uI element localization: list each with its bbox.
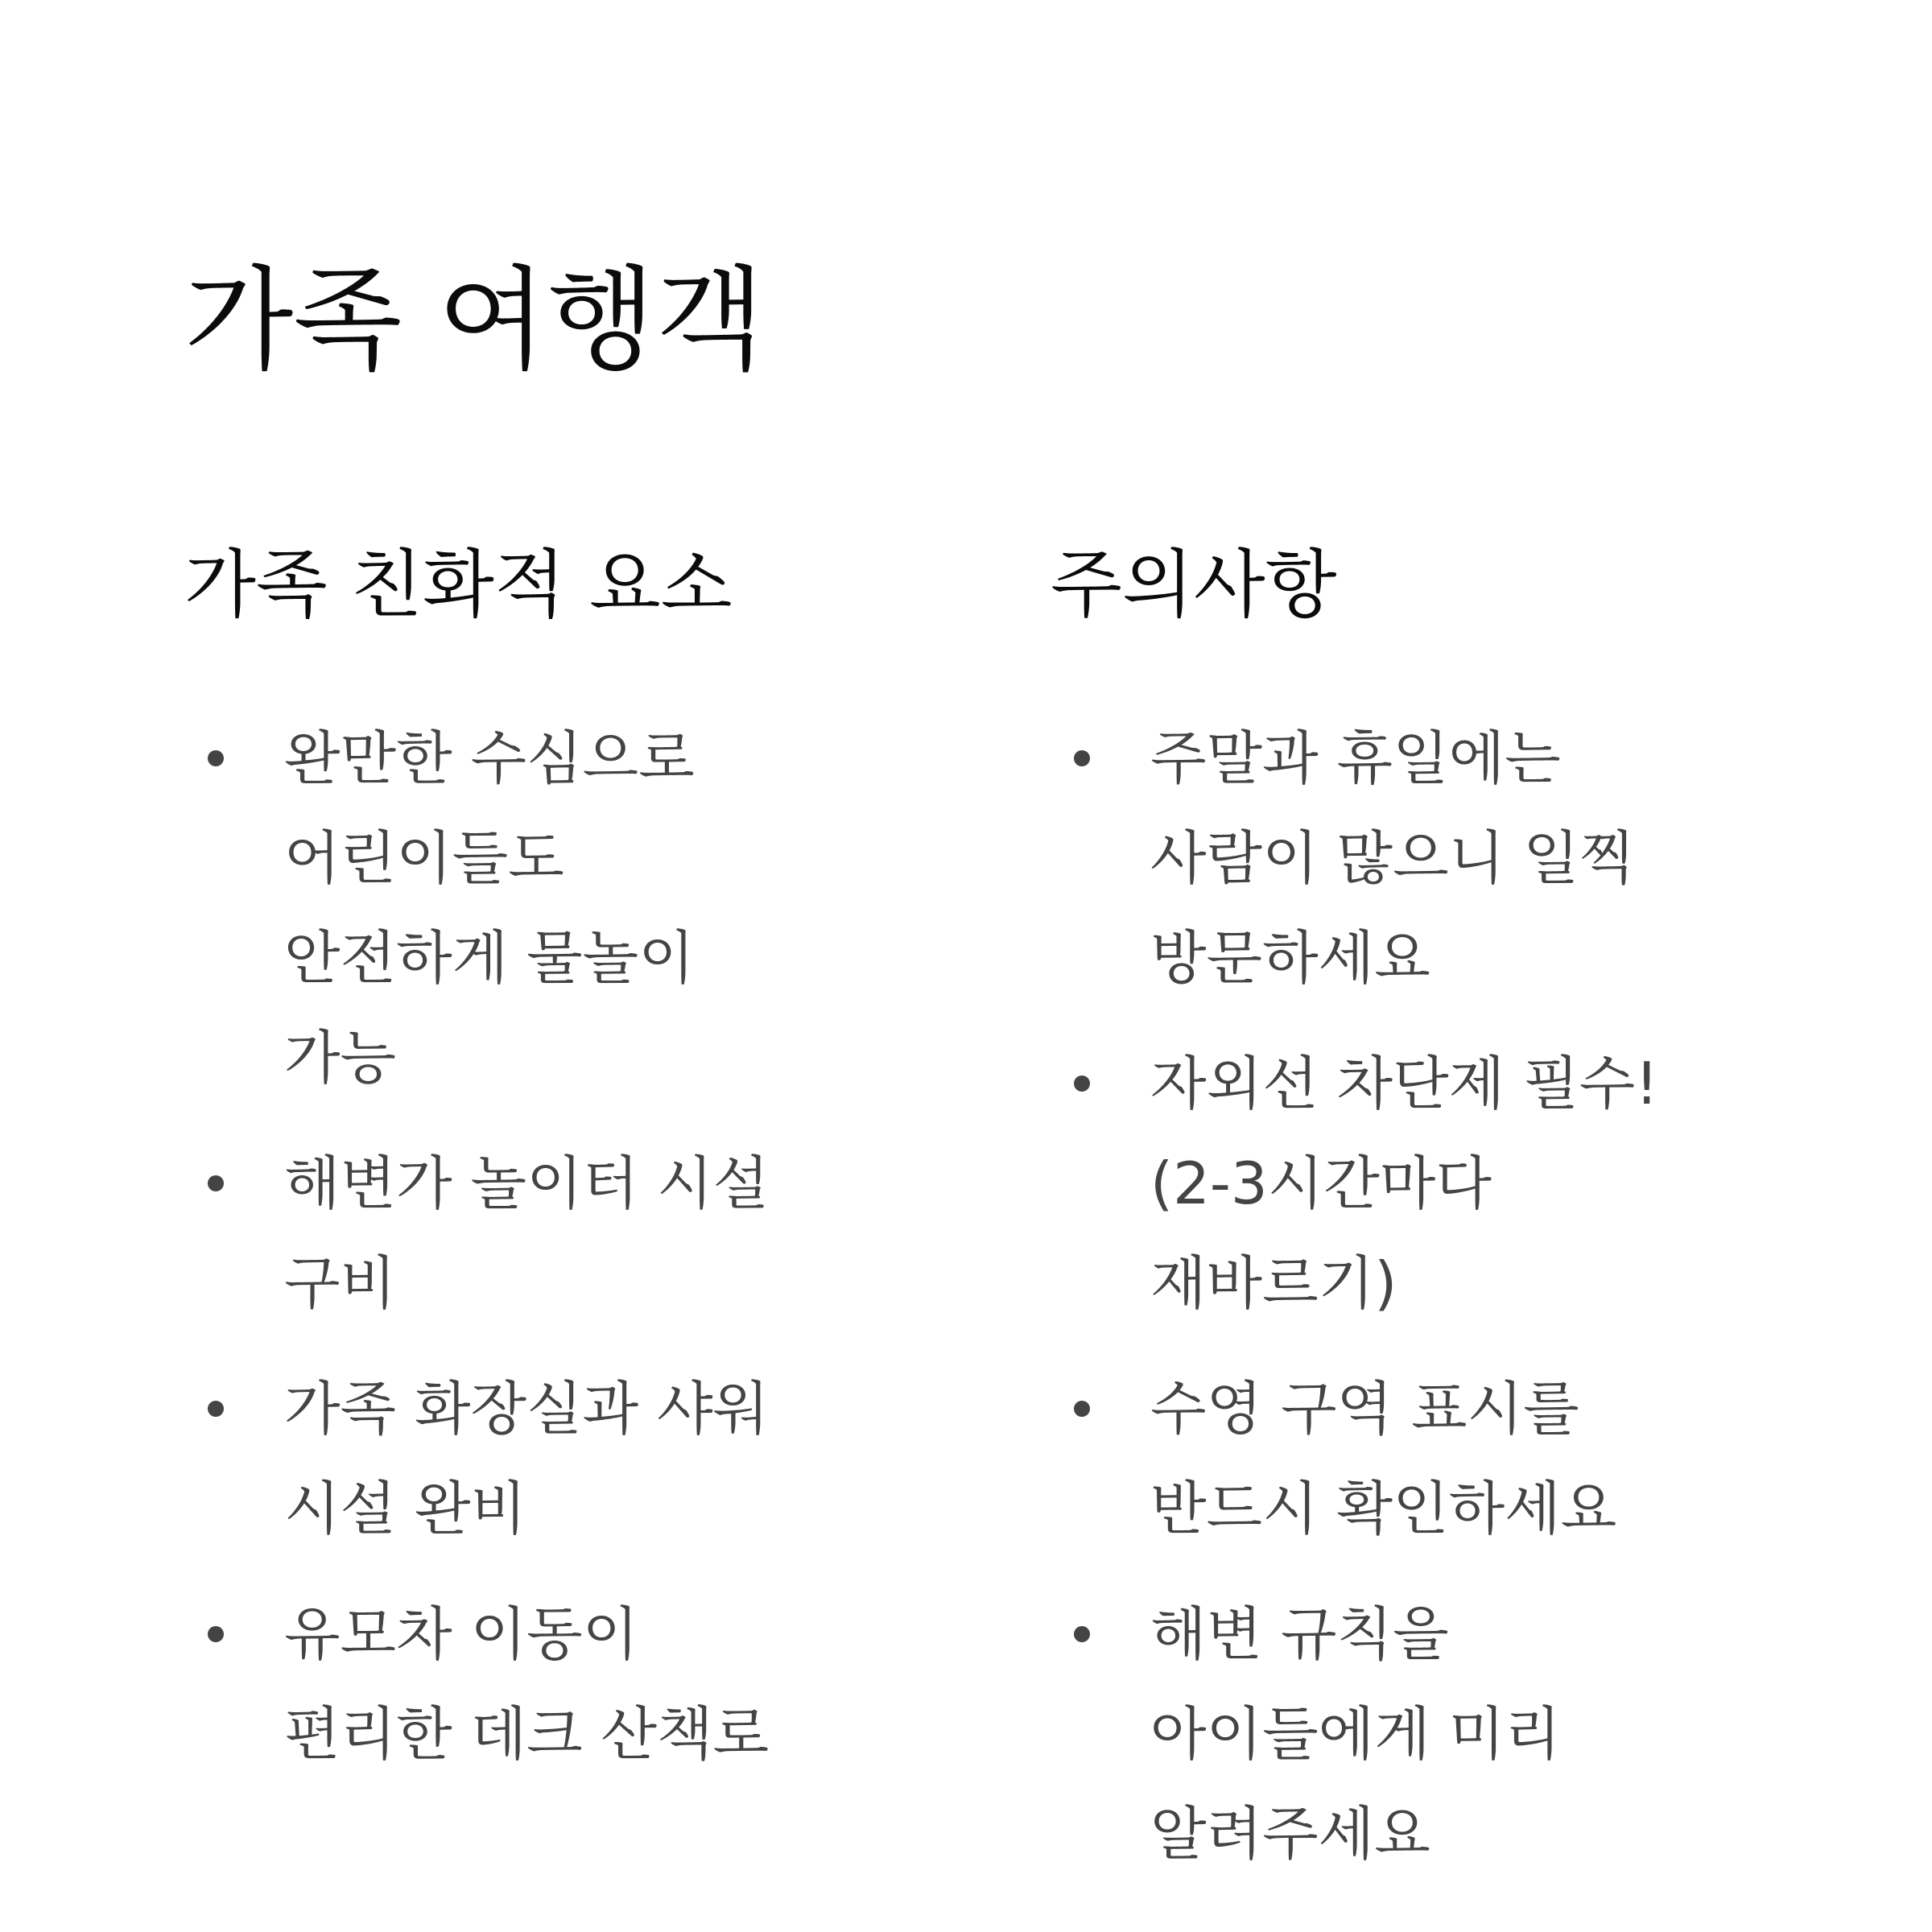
list-item-text: 유모차 이동이 편리한 데크 산책로	[284, 1600, 770, 1768]
bullet-icon	[1074, 1401, 1090, 1417]
list-item-text: 자외선 차단제 필수! (2-3시간마다 재바르기)	[1150, 1050, 1659, 1317]
list-item	[184, 1359, 799, 1558]
list-item	[184, 1133, 799, 1333]
precautions-section	[1051, 541, 1775, 1868]
list-item	[1051, 708, 1682, 1008]
list-item-text: 가족 화장실과 샤워 시설 완비	[284, 1375, 770, 1542]
list-item-text: 해변가 놀이터 시설 구비	[284, 1150, 770, 1317]
section-heading-precautions: 주의사항	[1051, 542, 1337, 628]
list-item	[184, 1584, 799, 1784]
bullet-icon	[208, 1626, 224, 1642]
bullet-icon	[1074, 1075, 1090, 1092]
bullet-icon	[208, 750, 224, 766]
family-friendly-list	[184, 708, 909, 1810]
page-title: 가족 여행객	[184, 255, 765, 386]
list-item-text: 완만한 수심으로 어린이들도 안전하게 물놀이 가능	[284, 724, 695, 1092]
list-item-text: 주말과 휴일에는 사람이 많으니 일찍 방문하세요	[1150, 724, 1636, 992]
bullet-icon	[208, 1175, 224, 1191]
bullet-icon	[208, 1401, 224, 1417]
list-item-text: 수영 구역 표시를 반드시 확인하세요	[1150, 1375, 1617, 1542]
bullet-icon	[1074, 1626, 1090, 1642]
list-item	[184, 708, 799, 1108]
list-item-text: 해변 규칙을 아이들에게 미리 알려주세요	[1150, 1600, 1561, 1868]
list-item	[1051, 1584, 1682, 1884]
section-heading-family-friendly: 가족 친화적 요소	[184, 542, 733, 628]
precautions-list	[1051, 708, 1775, 1909]
family-friendly-section	[184, 541, 909, 1768]
list-item	[1051, 1359, 1682, 1558]
bullet-icon	[1074, 750, 1090, 766]
list-item	[1051, 1034, 1682, 1333]
